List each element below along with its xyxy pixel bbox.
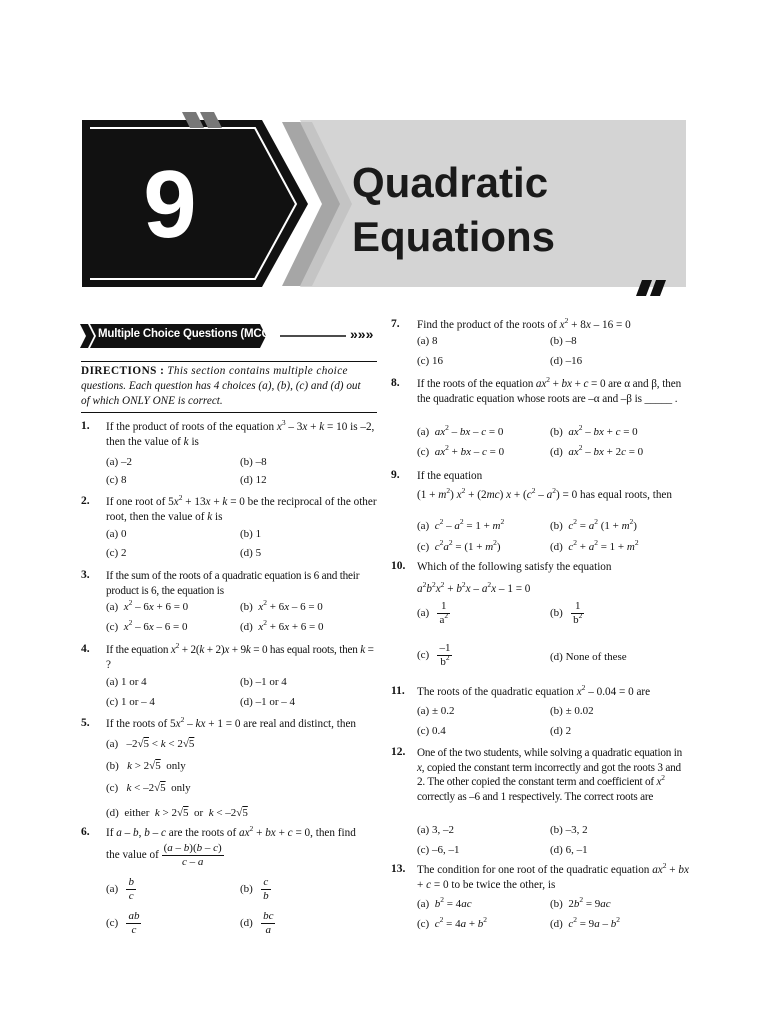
q2-number: 2. [81, 495, 90, 507]
q4-opt-b: (b) –1 or 4 [240, 676, 287, 688]
q6-text-2: the value of $\frac{(a - b)(b - c)}{c - a}$ [106, 842, 222, 868]
q6-opt-d: (d) $\frac{bc}{a}$ [240, 910, 274, 936]
section-label: Multiple Choice Questions (MCQs) [98, 328, 281, 340]
q4-opt-a: (a) 1 or 4 [106, 676, 147, 688]
q3-opt-c: (c) $x^2 - 6x - 6 = 0$ [106, 618, 188, 633]
q13-opt-b: (b) $2b^2 = 9ac$ [550, 895, 611, 910]
q8-opt-a: (a) $ax^2$ – bx – c = 0 [417, 423, 504, 438]
q1-text: If the product of roots of the equation $x^3 - 3x + k = 10$ is –2, then the value of k is [106, 418, 375, 448]
q4-opt-d: (d) –1 or – 4 [240, 696, 295, 708]
q4-text: If the equation $x^2 + 2(k + 2)x + 9k = 0$ has equal roots, then k = ? [106, 641, 374, 671]
q13-text: The condition for one root of the quadratic equation $ax^2$ + bx + c = 0 to be twice the other, is [417, 861, 689, 891]
q5-opt-a: (a) –2√5 < k < 2√5 [106, 738, 195, 750]
q5-opt-d: (d) either k > 2√5 or k < –2√5 [106, 807, 248, 819]
q12-opt-b: (b) –3, 2 [550, 824, 588, 836]
q8-number: 8. [391, 377, 400, 389]
q9-opt-a: (a) $c^2 - a^2 = 1 + m^2$ [417, 517, 505, 532]
q9-opt-b: (b) $c^2 = a^2$ $(1 + m^2)$ [550, 517, 637, 532]
section-arrows-icon: »»» [350, 326, 374, 342]
q11-text: The roots of the quadratic equation $x^2 - 0.04 = 0$ are [417, 683, 651, 698]
directions-box [81, 364, 377, 409]
q4-opt-c: (c) 1 or – 4 [106, 696, 155, 708]
q6-opt-b: (b) $\frac{c}{b}$ [240, 876, 269, 902]
q9-opt-c: (c) $c^2a^2 = (1 + m^2)$ [417, 538, 501, 553]
q13-opt-c: (c) $c^2 = 4a + b^2$ [417, 915, 488, 930]
q11-opt-a: (a) ± 0.2 [417, 705, 455, 717]
q6-opt-a: (a) $\frac{b}{c}$ [106, 876, 134, 902]
q7-opt-a: (a) 8 [417, 335, 438, 347]
q3-text: If the sum of the roots of a quadratic equation is 6 and their product is 6, the equation is [106, 570, 360, 597]
q2-opt-b: (b) 1 [240, 528, 262, 540]
chapter-title-line1: Quadratic [352, 159, 549, 206]
directions-text-1: This section contains multiple choice [167, 365, 348, 377]
q3-number: 3. [81, 569, 90, 581]
directions-label: DIRECTIONS : [81, 365, 165, 377]
q5-text: If the roots of $5x^2$ – kx + 1 = 0 are real and distinct, then [106, 715, 357, 730]
q9-number: 9. [391, 469, 400, 481]
directions-bottom-rule [81, 412, 377, 413]
q3-opt-d: (d) $x^2 + 6x + 6 = 0$ [240, 618, 324, 633]
q12-opt-a: (a) 3, –2 [417, 824, 454, 836]
directions-text-2: questions. Each question has 4 choices (a), (b), (c) and (d) out [81, 380, 361, 392]
q6-number: 6. [81, 826, 90, 838]
q5-opt-c: (c) k < –2√5 only [106, 782, 191, 794]
q5-number: 5. [81, 717, 90, 729]
directions-top-rule [81, 361, 377, 362]
q1-opt-a: (a) –2 [106, 456, 132, 468]
directions-text-3: of which ONLY ONE is correct. [81, 395, 223, 407]
q11-opt-b: (b) ± 0.02 [550, 705, 594, 717]
q11-number: 11. [391, 685, 405, 697]
q2-opt-d: (d) 5 [240, 547, 262, 559]
q10-opt-c: (c) $\frac{-1}{b^2}$ [417, 642, 451, 668]
q9-text: If the equation [417, 470, 483, 482]
q10-opt-b: (b) $\frac{1}{b^2}$ [550, 600, 583, 626]
q13-opt-a: (a) $b^2 = 4ac$ [417, 895, 472, 910]
q10-opt-d: (d) None of these [550, 651, 627, 663]
q3-opt-b: (b) $x^2 + 6x - 6 = 0$ [240, 598, 323, 613]
q12-text: One of the two students, while solving a quadratic equation in x, copied the constant term incorrectly and got the roots 3 and 2. The other copied the constant term and coefficient of $x^2$ correctly as –6 and 1 respectively. The correct roots are [417, 747, 683, 803]
q10-number: 10. [391, 560, 406, 572]
q13-number: 13. [391, 863, 406, 875]
q2-text: If one root of $5x^2 + 13x + k = 0$ be the reciprocal of the other root, then the value of k is [106, 493, 377, 523]
q12-opt-d: (d) 6, –1 [550, 844, 588, 856]
q8-opt-d: (d) $ax^2$ – bx + 2c = 0 [550, 443, 644, 458]
q7-number: 7. [391, 318, 400, 330]
q7-opt-c: (c) 16 [417, 355, 443, 367]
q12-number: 12. [391, 746, 406, 758]
q8-opt-c: (c) $ax^2$ + bx – c = 0 [417, 443, 505, 458]
q11-opt-c: (c) 0.4 [417, 725, 446, 737]
chapter-title-line2: Equations [352, 213, 556, 260]
q1-opt-b: (b) –8 [240, 456, 267, 468]
q4-number: 4. [81, 643, 90, 655]
q6-text: If a – b, b – c are the roots of $ax^2$ + bx + c = 0, then find [106, 824, 356, 839]
q7-text: Find the product of the roots of $x^2 + 8x - 16 = 0$ [417, 316, 631, 331]
q8-opt-b: (b) $ax^2$ – bx + c = 0 [550, 423, 638, 438]
q3-opt-a: (a) $x^2 - 6x + 6 = 0$ [106, 598, 189, 613]
q10-equation: $a^2b^2x^2 + b^2x - a^2x - 1 = 0$ [417, 580, 531, 595]
q12-opt-c: (c) –6, –1 [417, 844, 460, 856]
q7-opt-d: (d) –16 [550, 355, 583, 367]
q9-text-2: $(1 + m^2)$ $x^2 + (2mc) x + (c^2 - a^2) = 0$ has equal roots, then [417, 486, 672, 501]
q8-text: If the roots of the equation $ax^2$ + bx + c = 0 are α and β, then the quadratic equation whose roots are –α and –β is _____ . [417, 375, 682, 405]
q1-opt-c: (c) 8 [106, 474, 127, 486]
chapter-number: 9 [143, 151, 197, 258]
q1-number: 1. [81, 420, 90, 432]
q1-opt-d: (d) 12 [240, 474, 267, 486]
q10-text: Which of the following satisfy the equation [417, 561, 612, 573]
q7-opt-b: (b) –8 [550, 335, 577, 347]
q9-opt-d: (d) $c^2 + a^2 = 1 + m^2$ [550, 538, 639, 553]
q6-opt-c: (c) $\frac{ab}{c}$ [106, 910, 140, 936]
q11-opt-d: (d) 2 [550, 725, 572, 737]
q2-opt-a: (a) 0 [106, 528, 127, 540]
q5-opt-b: (b) k > 2√5 only [106, 760, 186, 772]
q10-opt-a: (a) $\frac{1}{a^2}$ [417, 600, 449, 626]
q2-opt-c: (c) 2 [106, 547, 127, 559]
q13-opt-d: (d) $c^2 = 9a - b^2$ [550, 915, 620, 930]
